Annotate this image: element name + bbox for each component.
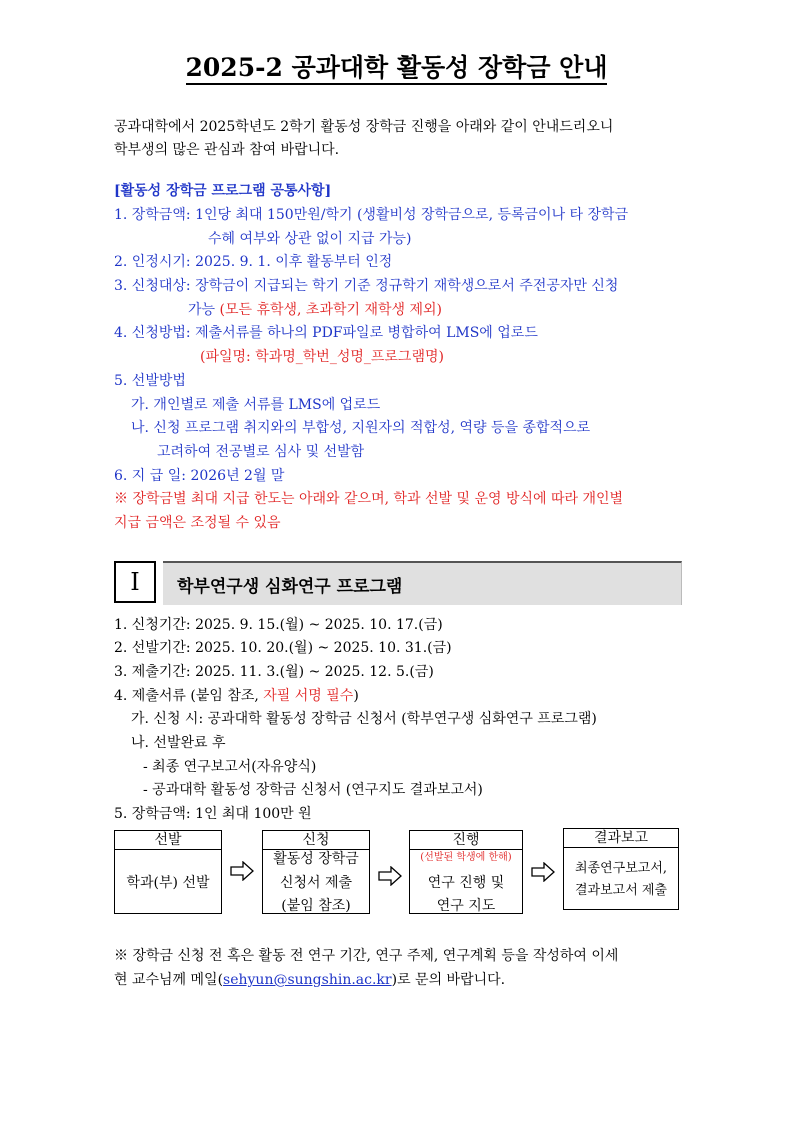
flow-step-apply-head: 신청 bbox=[262, 830, 370, 850]
flow-step-report-body-1: 최종연구보고서, bbox=[574, 861, 668, 876]
intro-line-2: 학부생의 많은 관심과 참여 바랍니다. bbox=[114, 142, 340, 158]
intro-line-1: 공과대학에서 2025학년도 2학기 활동성 장학금 진행을 아래와 같이 안내드리오니 bbox=[114, 119, 614, 135]
flow-step-apply-body-2: 신청서 제출 bbox=[279, 875, 353, 891]
common-note-2: 지급 금액은 조정될 수 있음 bbox=[114, 515, 281, 531]
exclusion-note: (모든 휴학생, 초과학기 재학생 제외) bbox=[219, 302, 443, 318]
flow-step-report-head: 결과보고 bbox=[563, 828, 679, 848]
section-item-4-na: 나. 선발완료 후 bbox=[131, 735, 226, 751]
flow-step-apply-body-1: 활동성 장학금 bbox=[273, 851, 359, 867]
signature-required: 자필 서명 필수 bbox=[263, 688, 354, 704]
arrow-right-icon bbox=[230, 861, 254, 881]
common-heading: [활동성 장학금 프로그램 공통사항] bbox=[114, 183, 332, 199]
common-note-1: ※ 장학금별 최대 지급 한도는 아래와 같으며, 학과 선발 및 운영 방식에 따라 개인별 bbox=[114, 491, 624, 507]
footer-note-2: 현 교수님께 메일(sehyun@sungshin.ac.kr)로 문의 바랍니다. bbox=[114, 972, 506, 988]
common-item-6: 6. 지 급 일: 2026년 2월 말 bbox=[114, 468, 285, 484]
flow-step-apply-body-3: (붙임 참조) bbox=[281, 898, 351, 914]
flow-step-progress-body-1: 연구 진행 및 bbox=[427, 875, 505, 891]
contact-email-link[interactable]: sehyun@sungshin.ac.kr bbox=[223, 972, 392, 988]
section-item-4-ga: 가. 신청 시: 공과대학 활동성 장학금 신청서 (학부연구생 심화연구 프로그램) bbox=[131, 711, 597, 727]
common-item-1-cont: 수혜 여부와 상관 없이 지급 가능) bbox=[208, 231, 412, 247]
section-title: 학부연구생 심화연구 프로그램 bbox=[177, 577, 403, 597]
arrow-right-icon bbox=[378, 866, 402, 886]
common-item-3-cont: 가능 (모든 휴학생, 초과학기 재학생 제외) bbox=[188, 302, 443, 318]
common-item-5-na: 나. 신청 프로그램 취지와의 부합성, 지원자의 적합성, 역량 등을 종합적으로 bbox=[131, 420, 591, 436]
common-item-4-filename: (파일명: 학과명_학번_성명_프로그램명) bbox=[200, 349, 444, 365]
section-item-4-na-2: - 공과대학 활동성 장학금 신청서 (연구지도 결과보고서) bbox=[143, 782, 483, 798]
common-item-3: 3. 신청대상: 장학금이 지급되는 학기 기준 정규학기 재학생으로서 주전공자만 신청 bbox=[114, 278, 619, 294]
flow-step-select-body: 학과(부) 선발 bbox=[126, 875, 210, 891]
section-item-4: 4. 제출서류 (붙임 참조, 자필 서명 필수) bbox=[114, 688, 359, 704]
section-number: I bbox=[114, 561, 156, 603]
page-title: 2025-2 공과대학 활동성 장학금 안내 bbox=[0, 48, 793, 84]
common-item-5-na-cont: 고려하여 전공별로 심사 및 선발함 bbox=[157, 444, 365, 460]
flow-step-progress-body-2: 연구 지도 bbox=[436, 898, 496, 914]
arrow-right-icon bbox=[531, 862, 555, 882]
common-item-1: 1. 장학금액: 1인당 최대 150만원/학기 (생활비성 장학금으로, 등록금이나 타 장학금 bbox=[114, 207, 629, 223]
common-item-5-ga: 가. 개인별로 제출 서류를 LMS에 업로드 bbox=[131, 397, 381, 413]
footer-note-1: ※ 장학금 신청 전 혹은 활동 전 연구 기간, 연구 주제, 연구계획 등을 작성하여 이세 bbox=[114, 948, 619, 964]
section-item-3: 3. 제출기간: 2025. 11. 3.(월) ~ 2025. 12. 5.(금) bbox=[114, 664, 434, 680]
common-item-5: 5. 선발방법 bbox=[114, 373, 186, 389]
common-item-4: 4. 신청방법: 제출서류를 하나의 PDF파일로 병합하여 LMS에 업로드 bbox=[114, 325, 538, 341]
flow-step-progress-head: 진행 bbox=[409, 830, 523, 850]
flow-step-report-body-2: 결과보고서 제출 bbox=[574, 883, 668, 898]
flow-step-select-head: 선발 bbox=[114, 830, 222, 850]
section-item-4-na-1: - 최종 연구보고서(자유양식) bbox=[143, 759, 317, 775]
common-item-2: 2. 인정시기: 2025. 9. 1. 이후 활동부터 인정 bbox=[114, 254, 393, 270]
flow-step-progress-note: (선발된 학생에 한해) bbox=[420, 852, 512, 863]
section-item-5: 5. 장학금액: 1인 최대 100만 원 bbox=[114, 806, 312, 822]
section-item-1: 1. 신청기간: 2025. 9. 15.(월) ~ 2025. 10. 17.(금) bbox=[114, 617, 443, 633]
section-item-2: 2. 선발기간: 2025. 10. 20.(월) ~ 2025. 10. 31.(금) bbox=[114, 640, 452, 656]
